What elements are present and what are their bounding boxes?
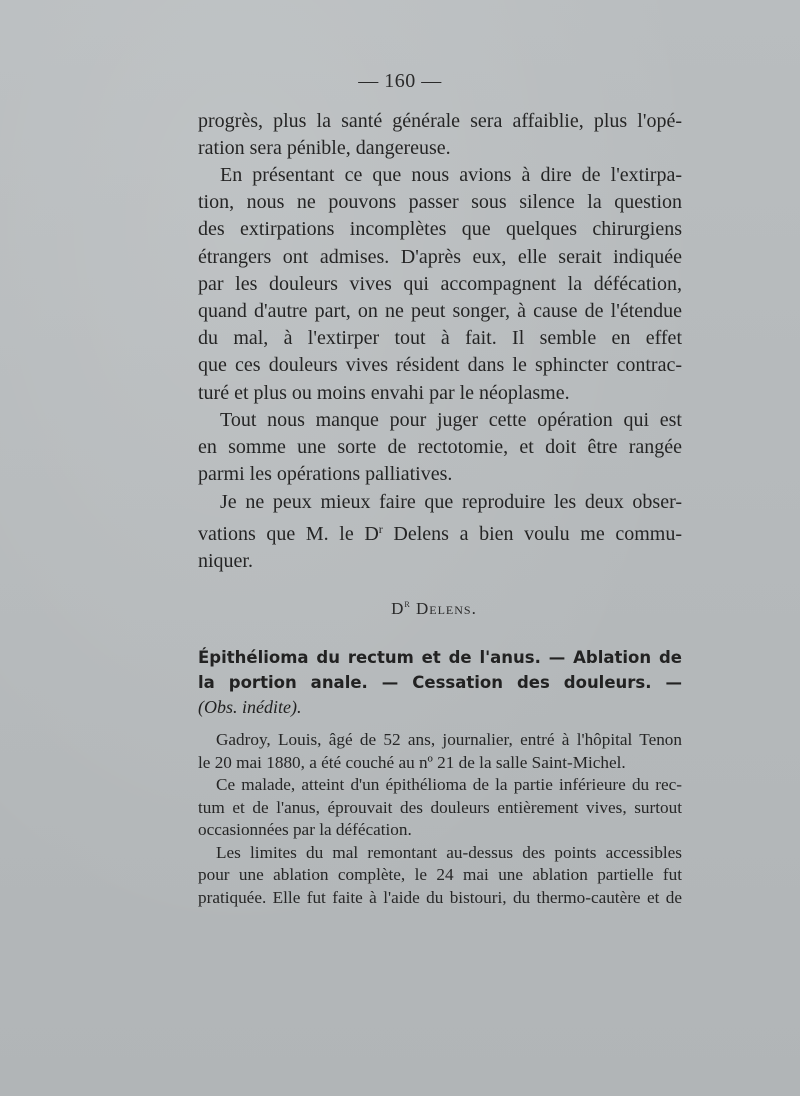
text-line: En présentant ce que nous avions à dire de l'extirpa- [220, 164, 682, 186]
paragraph-4 [198, 489, 682, 576]
text-line: pratiquée. Elle fut faite à l'aide du bistouri, du thermo-cautère et de [198, 887, 682, 907]
paragraph-2 [198, 162, 682, 407]
text-fragment: vations que M. le D [198, 523, 379, 546]
title-line: (Obs. inédite). [198, 697, 302, 717]
text-line: parmi les opérations palliatives. [198, 463, 453, 486]
text-line: du mal, à l'extirper tout à fait. Il semble en effet [198, 327, 682, 350]
author-prefix: D [391, 599, 405, 618]
title-line: Épithélioma du rectum et de l'anus. — Ablation de [198, 648, 682, 667]
text-line: le 20 mai 1880, a été couché au nº 21 de la salle Saint-Michel. [198, 752, 626, 772]
text-line: tum et de l'anus, éprouvait des douleurs entièrement vives, surtout [198, 797, 682, 817]
text-line: turé et plus ou moins envahi par le néoplasme. [198, 381, 570, 404]
superscript: r [378, 522, 383, 537]
text-line: quand d'autre part, on ne peut songer, à cause de l'étendue [198, 300, 682, 323]
text-line: des extirpations incomplètes que quelques chirurgiens [198, 218, 682, 241]
text-line: Tout nous manque pour juger cette opération qui est [220, 409, 682, 431]
paragraph-1 [198, 108, 682, 162]
text-line: tion, nous ne pouvons passer sous silence la question [198, 191, 682, 214]
text-line: pour une ablation complète, le 24 mai une ablation partielle fut [198, 865, 682, 884]
author-name: Delens. [410, 599, 477, 618]
text-line: Je ne peux mieux faire que reproduire les deux obser- [220, 491, 682, 513]
text-line: progrès, plus la santé générale sera affaiblie, plus l'opé- [198, 110, 682, 132]
observation-text [198, 729, 682, 909]
text-line: Ce malade, atteint d'un épithélioma de la partie inférieure du rec- [216, 775, 682, 794]
text-line: Les limites du mal remontant au-dessus des points accessibles [216, 842, 682, 862]
text-line: niquer. [198, 550, 253, 573]
author-heading [0, 596, 800, 619]
text-line: étrangers ont admises. D'après eux, elle serait indiquée [198, 245, 682, 268]
text-line: Gadroy, Louis, âgé de 52 ans, journalier, entré à l'hôpital Tenon [216, 730, 682, 749]
text-line: occasionnées par la défécation. [198, 820, 412, 839]
text-line: en somme une sorte de rectotomie, et doit être rangée [198, 436, 682, 459]
text-line: par les douleurs vives qui accompagnent la défécation, [198, 272, 682, 295]
superscript: r [404, 596, 411, 610]
page-number: — 160 — [358, 70, 442, 92]
text-line: que ces douleurs vives résident dans le sphincter contrac- [198, 354, 682, 377]
text-line: ration sera pénible, dangereuse. [198, 137, 451, 160]
paragraph-3 [198, 407, 682, 489]
text-fragment: Delens a bien voulu me commu- [382, 523, 682, 546]
title-line: la portion anale. — Cessation des douleurs. — [198, 673, 682, 692]
text-line [198, 516, 682, 548]
observation-title [198, 645, 682, 720]
